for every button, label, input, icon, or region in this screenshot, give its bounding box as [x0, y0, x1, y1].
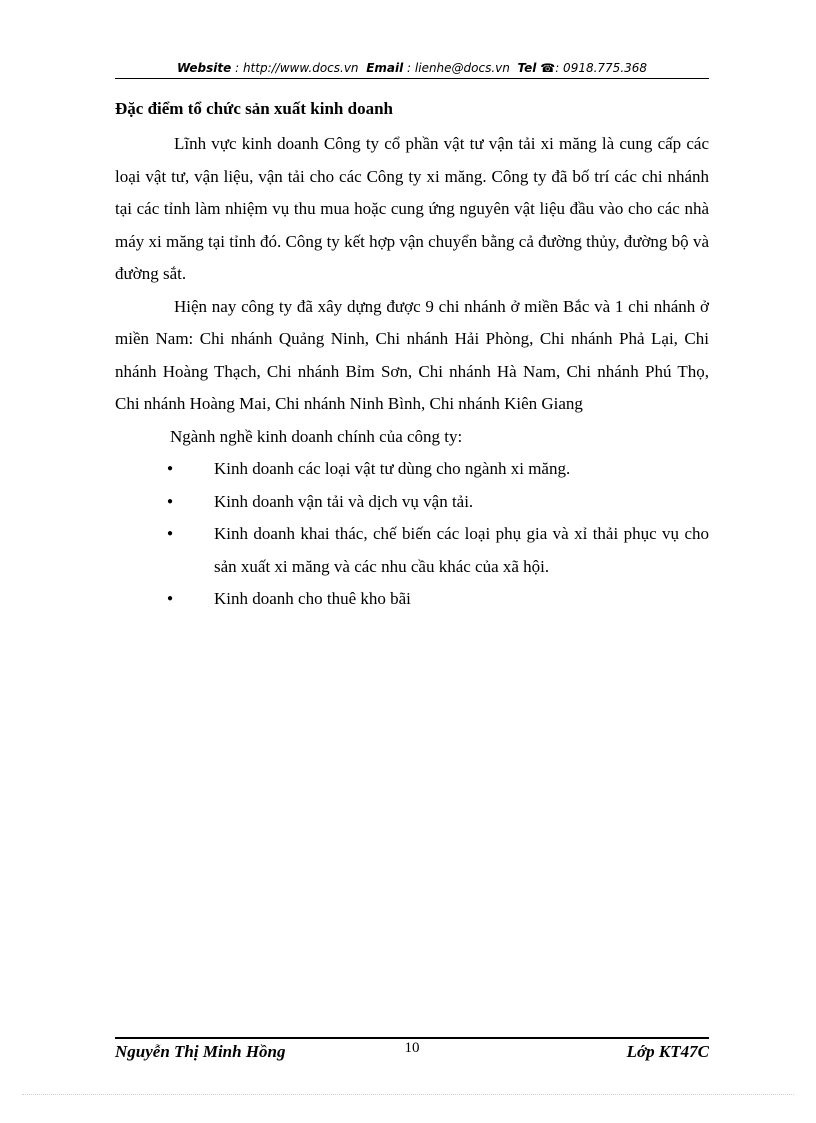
bullet-icon: ● [167, 463, 174, 474]
class-code: Lớp KT47C [626, 1042, 709, 1061]
bullet-icon: ● [167, 495, 174, 507]
section-heading: Đặc điểm tổ chức sản xuất kinh doanh [115, 99, 394, 118]
header-divider [115, 78, 709, 79]
email-value: : lienhe@docs.vn [407, 61, 510, 75]
page-footer [115, 1042, 709, 1066]
tel-label: Tel [517, 61, 537, 75]
page-header [115, 59, 709, 77]
website-label: Website [176, 61, 232, 75]
list-intro: Ngành nghề kinh doanh chính của công ty: [170, 426, 463, 446]
footer-divider [115, 1037, 709, 1039]
list-item [115, 518, 709, 583]
list-item [115, 453, 709, 486]
bullet-icon: ● [167, 528, 174, 539]
paragraph-business-field: Lĩnh vực kinh doanh Công ty cổ phần vật tư vận tải xi măng là cung cấp các loại vật tư, vận liệu, vận tải cho các Công ty xi măng. Công ty đã bố trí các chi nhánh tại các tỉnh làm nhiệm vụ thu mua hoặc cung ứng nguyên vật liệu đầu vào cho các nhà máy xi măng tại tỉnh đó. Công ty kết hợp vận chuyển bằng cả đường thủy, đường bộ và đường sắt. [115, 134, 709, 283]
email-label: Email [366, 61, 404, 75]
website-value: : http://www.docs.vn [235, 61, 359, 75]
list-item-text: Kinh doanh vận tải và dịch vụ vận tải. [214, 491, 474, 511]
business-lines-list [115, 453, 709, 616]
page-bottom-edge [22, 1094, 794, 1095]
phone-icon: ☎ [540, 61, 556, 75]
author-name: Nguyễn Thị Minh Hồng [115, 1042, 286, 1061]
paragraph-branches: Hiện nay công ty đã xây dựng được 9 chi nhánh ở miền Bắc và 1 chi nhánh ở miền Nam: Chi nhánh Quảng Ninh, Chi nhánh Hải Phòng, Chi nhánh Phả Lại, Chi nhánh Hoàng Thạch, Chi nhánh Bỉm Sơn, Chi nhánh Hà Nam, Chi nhánh Phú Thọ, Chi nhánh Hoàng Mai, Chi nhánh Ninh Bình, Chi nhánh Kiên Giang [115, 296, 709, 413]
list-item [115, 486, 709, 519]
list-item-text: Kinh doanh các loại vật tư dùng cho ngành xi măng. [214, 459, 571, 478]
list-item-text: Kinh doanh cho thuê kho bãi [214, 589, 411, 608]
document-body [115, 128, 709, 616]
bullet-icon: ● [167, 593, 174, 604]
list-item [115, 583, 709, 616]
page-number: 10 [404, 1040, 420, 1056]
list-item-text: Kinh doanh khai thác, chế biến các loại phụ gia và xỉ thải phục vụ cho sản xuất xi măng và các nhu cầu khác của xã hội. [214, 524, 709, 576]
tel-value: : 0918.775.368 [555, 61, 648, 75]
